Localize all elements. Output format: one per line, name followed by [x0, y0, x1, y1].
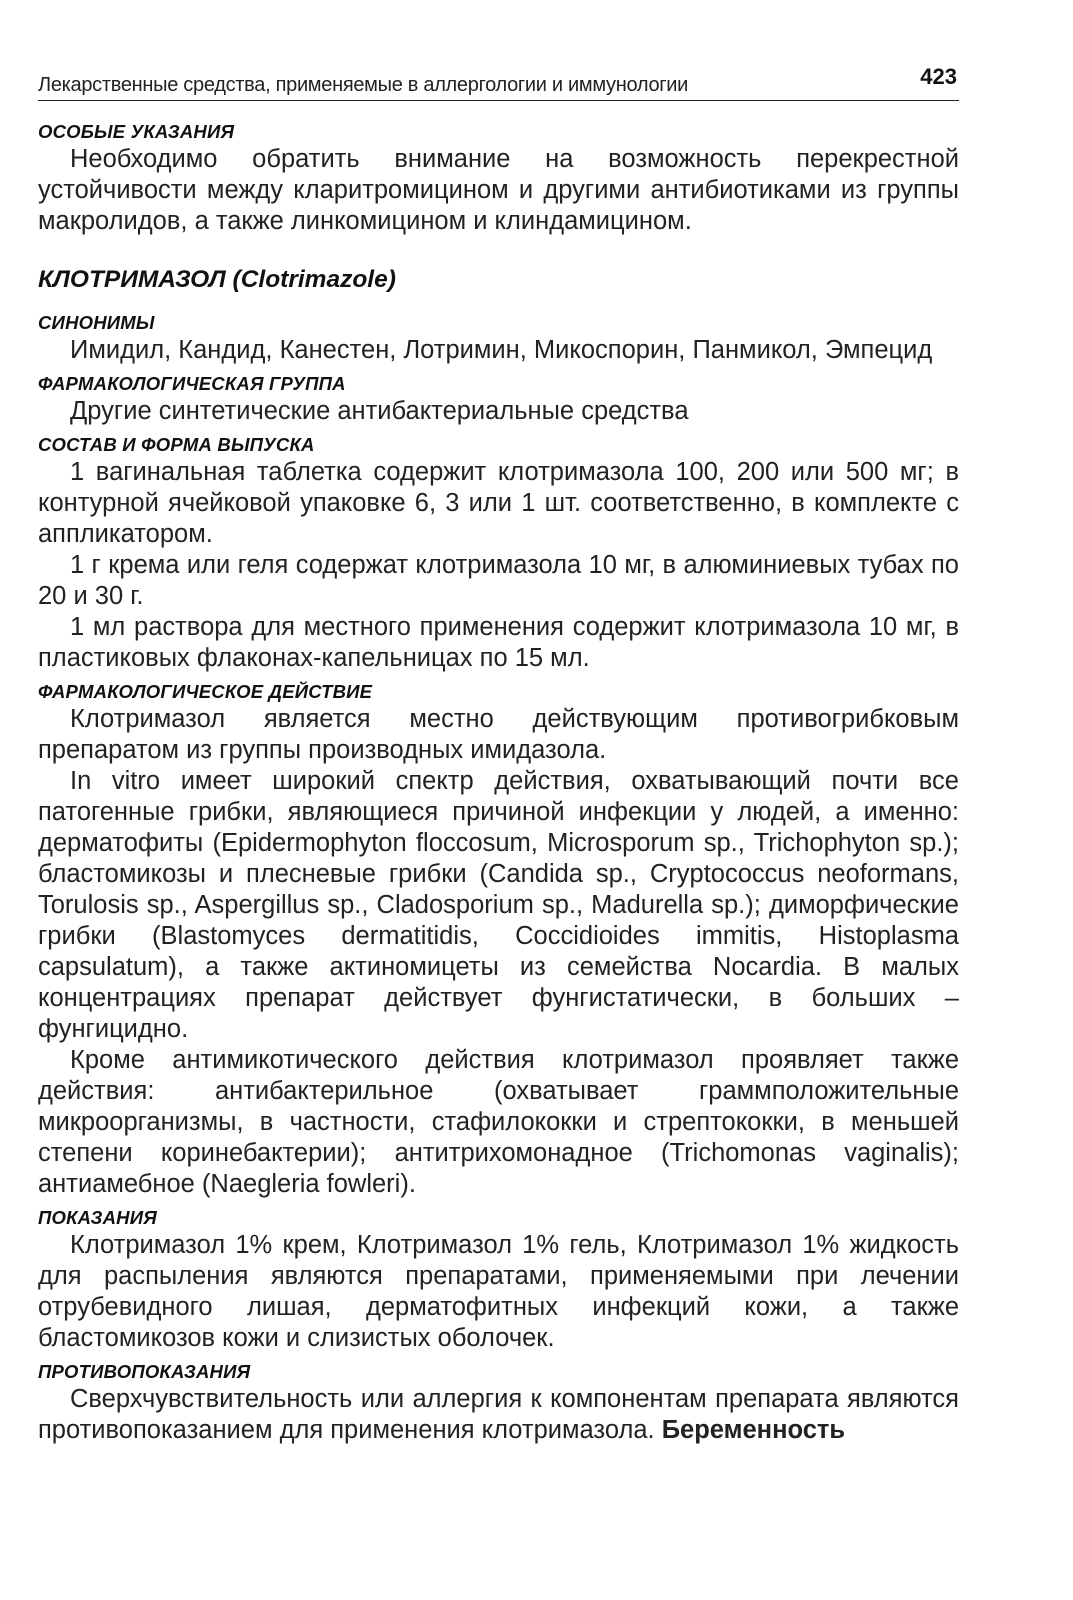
action-paragraph: In vitro имеет широкий спектр действия, охватывающий почти все патогенные грибки, являющиеся причиной инфекции у людей, а именно: дерматофиты (Epidermophyton floccosum, Microsporum sp., Trichophyton sp.); бластомикозы и плесневые грибки (Candida sp., Cryptococcus neoformans, Torulosis sp., Aspergillus sp., Cladosporium sp., Madurella sp.); диморфические грибки (Blastomyces dermatitidis, Coccidioides immitis, Histoplasma capsulatum), а также актиномицеты из семейства Nocardia. В малых концентрациях препарат действует фунгистатически, в больших – фунгицидно. — [38, 767, 959, 1043]
section-heading-indications: ПОКАЗАНИЯ — [38, 1207, 157, 1228]
contraindications-text: Сверхчувствительность или аллергия к компонентам препарата являются противопоказанием для применения клотримазола. — [38, 1385, 959, 1444]
composition-paragraph: 1 г крема или геля содержат клотримазола 10 мг, в алюминиевых тубах по 20 и 30 г. — [38, 551, 959, 610]
drug-title: КЛОТРИМАЗОЛ (Clotrimazole) — [38, 266, 396, 293]
running-title: Лекарственные средства, применяемые в аллергологии и иммунологии — [38, 74, 689, 96]
special-notes-text: Необходимо обратить внимание на возможность перекрестной устойчивости между кларитромицином и другими антибиотиками из группы макролидов, а также линкомицином и клиндамицином. — [38, 145, 959, 235]
contraindications-bold-tail: Беременность — [661, 1416, 846, 1444]
section-heading-special-notes: ОСОБЫЕ УКАЗАНИЯ — [38, 121, 235, 142]
pharm-group-text: Другие синтетические антибактериальные средства — [70, 397, 689, 425]
contraindications-section — [38, 1360, 959, 1446]
composition-paragraph: 1 вагинальная таблетка содержит клотримазола 100, 200 или 500 мг; в контурной ячейковой упаковке 6, 3 или 1 шт. соответственно, в комплекте с аппликатором. — [38, 458, 959, 548]
page-body — [38, 120, 959, 1446]
indications-text: Клотримазол 1% крем, Клотримазол 1% гель, Клотримазол 1% жидкость для распыления являются препаратами, применяемыми при лечении отрубевидного лишая, дерматофитных инфекций кожи, а также бластомикозов кожи и слизистых оболочек. — [38, 1231, 959, 1352]
contraindications-paragraph — [38, 1384, 959, 1446]
synonyms-section — [38, 311, 959, 366]
page-number: 423 — [920, 64, 957, 89]
section-heading-composition: СОСТАВ И ФОРМА ВЫПУСКА — [38, 434, 315, 455]
running-header — [38, 64, 959, 101]
action-section — [38, 680, 959, 1200]
pharm-group-section — [38, 372, 959, 427]
synonyms-text: Имидил, Кандид, Канестен, Лотримин, Микоспорин, Панмикол, Эмпецид — [70, 336, 933, 364]
action-paragraph: Клотримазол является местно действующим противогрибковым препаратом из группы производных имидазола. — [38, 705, 959, 764]
composition-section — [38, 433, 959, 674]
action-paragraph: Кроме антимикотического действия клотримазол проявляет также действия: антибактерильное (охватывает граммположительные микроорганизмы, в частности, стафилококки и стрептококки, в меньшей степени коринебактерии); антитрихомонадное (Trichomonas vaginalis); антиамебное (Naegleria fowleri). — [38, 1046, 959, 1198]
section-heading-action: ФАРМАКОЛОГИЧЕСКОЕ ДЕЙСТВИЕ — [38, 681, 373, 702]
section-heading-synonyms: СИНОНИМЫ — [38, 312, 155, 333]
section-heading-pharm-group: ФАРМАКОЛОГИЧЕСКАЯ ГРУППА — [38, 373, 346, 394]
section-heading-contraindications: ПРОТИВОПОКАЗАНИЯ — [38, 1361, 251, 1382]
special-notes-section — [38, 120, 959, 237]
indications-section — [38, 1206, 959, 1354]
composition-paragraph: 1 мл раствора для местного применения содержит клотримазола 10 мг, в пластиковых флаконах-капельницах по 15 мл. — [38, 613, 959, 672]
